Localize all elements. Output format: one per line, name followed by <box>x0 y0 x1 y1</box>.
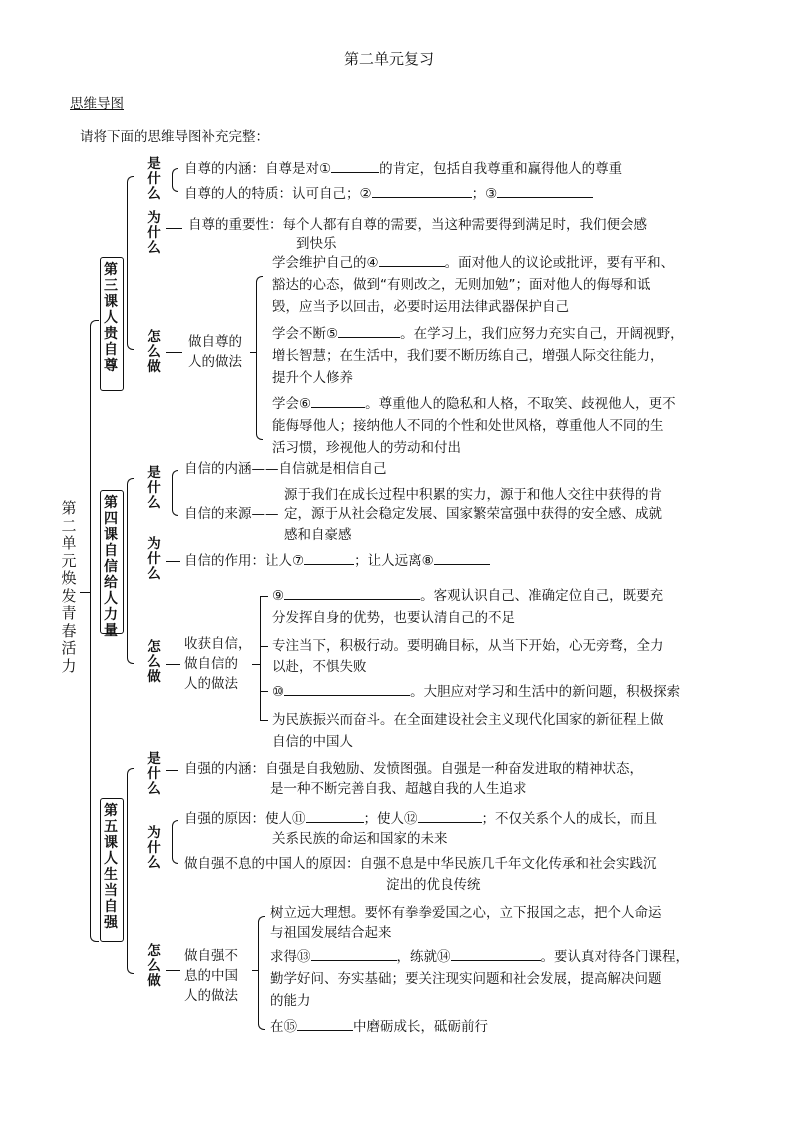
page-title: 第二单元复习 <box>344 50 435 68</box>
l3-how-node-connector <box>250 352 256 353</box>
l4-why-1: 自信的作用：让人⑦ ；让人远离⑧ <box>184 550 490 572</box>
l5-what-1: 自强的内涵：自强是自我勉励、发愤图强。自强是一种奋发进取的精神状态， <box>184 761 643 777</box>
l5-what-2: 是一种不断完善自我、超越自我的人生追求 <box>270 781 527 797</box>
unit-label <box>60 500 78 675</box>
l3-why-label: 为什么 <box>147 210 161 256</box>
blank-13[interactable] <box>311 946 397 961</box>
instruction: 请将下面的思维导图补充完整： <box>80 129 269 145</box>
l4-how-c1: ⑩ 。大胆应对学习和生活中的新问题，积极探索 <box>272 681 680 703</box>
l5-why-label: 为什么 <box>147 825 161 871</box>
blank-7[interactable] <box>304 550 354 565</box>
l3-why-2: 到快乐 <box>296 236 337 252</box>
unit-label-text: 第二单元 焕发青春活力 <box>61 499 77 675</box>
l3-how-b3: 提升个人修养 <box>272 370 353 386</box>
l4-why-label: 为什么 <box>147 536 161 582</box>
l3-how-a1: 学会维护自己的④ 。面对他人的议论或批评，要有平和、 <box>272 252 674 274</box>
blank-8[interactable] <box>434 550 490 565</box>
l4-src-label: 自信的来源—— <box>184 506 279 522</box>
l4-how-a2: 分发挥自身的优势，也要认清自己的不足 <box>272 610 515 626</box>
l4-how-node: 收获自信， 做自信的 人的做法 <box>184 636 252 692</box>
l4-src-1: 源于我们在成长过程中积累的实力，源于和他人交往中获得的肯 <box>284 487 662 503</box>
l4-how-tick-a <box>260 596 268 597</box>
l3-why-1: 自尊的重要性：每个人都有自尊的需要，当这种需要得到满足时，我们便会感 <box>188 217 647 233</box>
l3-how-c2: 能侮辱他人；接纳他人不同的个性和处世风格，尊重他人不同的生 <box>272 418 664 434</box>
l3-how-a3: 毁，应当予以回击，必要时运用法律武器保护自己 <box>272 299 569 315</box>
l5-how-b1: 求得⑬ ，练就⑭ 。要认真对待各门课程， <box>270 946 689 968</box>
l3-how-label: 怎么做 <box>147 329 161 375</box>
l5-what-label: 是什么 <box>147 751 161 797</box>
l3-how-c1: 学会⑥ 。尊重他人的隐私和人格，不取笑、歧视他人，更不 <box>272 393 676 415</box>
l4-how-tick-b <box>260 646 268 647</box>
blank-14[interactable] <box>451 946 541 961</box>
lesson-5-box <box>100 798 124 942</box>
l4-how-d1: 为民族振兴而奋斗。在全面建设社会主义现代化国家的新征程上做 <box>272 712 664 728</box>
blank-4[interactable] <box>379 252 445 267</box>
lesson-4-label: 第四课 自信给人力量 <box>104 495 118 639</box>
lesson-3-bracket <box>127 176 134 350</box>
lesson-5-label: 第五课 人生当自强 <box>104 803 118 931</box>
l5-how-a2: 与祖国发展结合起来 <box>270 925 392 941</box>
blank-1[interactable] <box>331 158 379 173</box>
l3-how-a2: 豁达的心态，做到“有则改之，无则加勉”；面对他人的侮辱和诋 <box>272 277 651 293</box>
l4-how-a1: ⑨ 。客观认识自己、准确定位自己，既要充 <box>272 585 663 607</box>
l5-how-node: 做自强不 息的中国 人的做法 <box>184 948 238 1004</box>
blank-12[interactable] <box>418 808 482 823</box>
l5-how-b2: 勤学好问、夯实基础；要关注现实问题和社会发展，提高解决问题 <box>270 971 662 987</box>
l3-why-connector <box>166 228 182 229</box>
l4-how-b2: 以赴，不惧失败 <box>272 659 367 675</box>
l4-how-b1: 专注当下，积极行动。要明确目标，从当下开始，心无旁骛，全力 <box>272 638 664 654</box>
blank-6[interactable] <box>311 393 365 408</box>
l5-how-node-connector <box>252 970 258 971</box>
lesson-3-label: 第三课 人贵自尊 <box>104 262 118 374</box>
l4-how-tick-c <box>260 691 268 692</box>
l3-how-b2: 增长智慧；在生活中，我们要不断历练自己，增强人际交往能力， <box>272 348 664 364</box>
blank-11[interactable] <box>306 808 364 823</box>
blank-2[interactable] <box>372 183 472 198</box>
l4-what-label: 是什么 <box>147 465 161 511</box>
l3-what-1: 自尊的内涵：自尊是对① 的肯定，包括自我尊重和赢得他人的尊重 <box>184 158 622 180</box>
l4-what-1: 自信的内涵——自信就是相信自己 <box>184 461 387 477</box>
l5-how-b3: 的能力 <box>270 993 311 1009</box>
l4-how-node-connector <box>252 664 260 665</box>
l5-why-b2: 淀出的优良传统 <box>386 877 481 893</box>
l3-what-2: 自尊的人的特质：认可自己；② ；③ <box>184 183 593 205</box>
l4-how-label: 怎么做 <box>147 639 161 685</box>
l5-why-bracket <box>172 820 178 864</box>
l5-why-a1: 自强的原因：使人⑪ ；使人⑫ ；不仅关系个人的成长，而且 <box>184 808 657 830</box>
l3-what-bracket <box>172 168 178 192</box>
l4-how-spine <box>260 596 261 720</box>
l4-src-2: 定，源于从社会稳定发展、国家繁荣富强中获得的安全感、成就 <box>284 506 662 522</box>
lesson-5-bracket <box>127 768 134 974</box>
lesson-3-box <box>100 257 124 391</box>
blank-9[interactable] <box>284 585 420 600</box>
l3-how-node: 做自尊的 人的做法 <box>188 334 242 370</box>
l5-why-b1: 做自强不息的中国人的原因：自强不息是中华民族几千年文化传承和社会实践沉 <box>184 856 657 872</box>
l3-how-b1: 学会不断⑤ 。在学习上，我们应努力充实自己，开阔视野， <box>272 323 684 345</box>
l4-how-connector <box>166 664 180 665</box>
l5-how-connector <box>166 970 180 971</box>
l3-what-label: 是什么 <box>147 156 161 202</box>
l3-how-bracket <box>256 276 263 440</box>
section-heading: 思维导图 <box>70 96 124 112</box>
unit-bracket <box>90 320 99 942</box>
lesson-4-box <box>100 490 124 639</box>
lesson-4-bracket <box>127 478 134 664</box>
l4-how-d2: 自信的中国人 <box>272 734 353 750</box>
l4-why-connector <box>166 561 180 562</box>
l4-what-bracket <box>172 470 178 516</box>
l5-what-connector <box>166 770 178 771</box>
l3-how-c3: 活习惯，珍视他人的劳动和付出 <box>272 440 461 456</box>
l5-how-c1: 在⑮ 中磨砺成长，砥砺前行 <box>270 1016 488 1038</box>
blank-15[interactable] <box>297 1016 353 1031</box>
l5-why-a2: 关系民族的命运和国家的未来 <box>272 831 448 847</box>
l3-how-connector <box>166 352 182 353</box>
blank-10[interactable] <box>284 681 410 696</box>
l4-src-3: 感和自豪感 <box>284 527 352 543</box>
l5-how-label: 怎么做 <box>147 943 161 989</box>
blank-3[interactable] <box>497 183 593 198</box>
blank-5[interactable] <box>338 323 400 338</box>
l5-how-a1: 树立远大理想。要怀有拳拳爱国之心，立下报国之志，把个人命运 <box>270 905 662 921</box>
l4-how-tick-d <box>260 720 268 721</box>
unit-connector <box>80 592 90 593</box>
l5-how-bracket <box>258 916 265 1030</box>
